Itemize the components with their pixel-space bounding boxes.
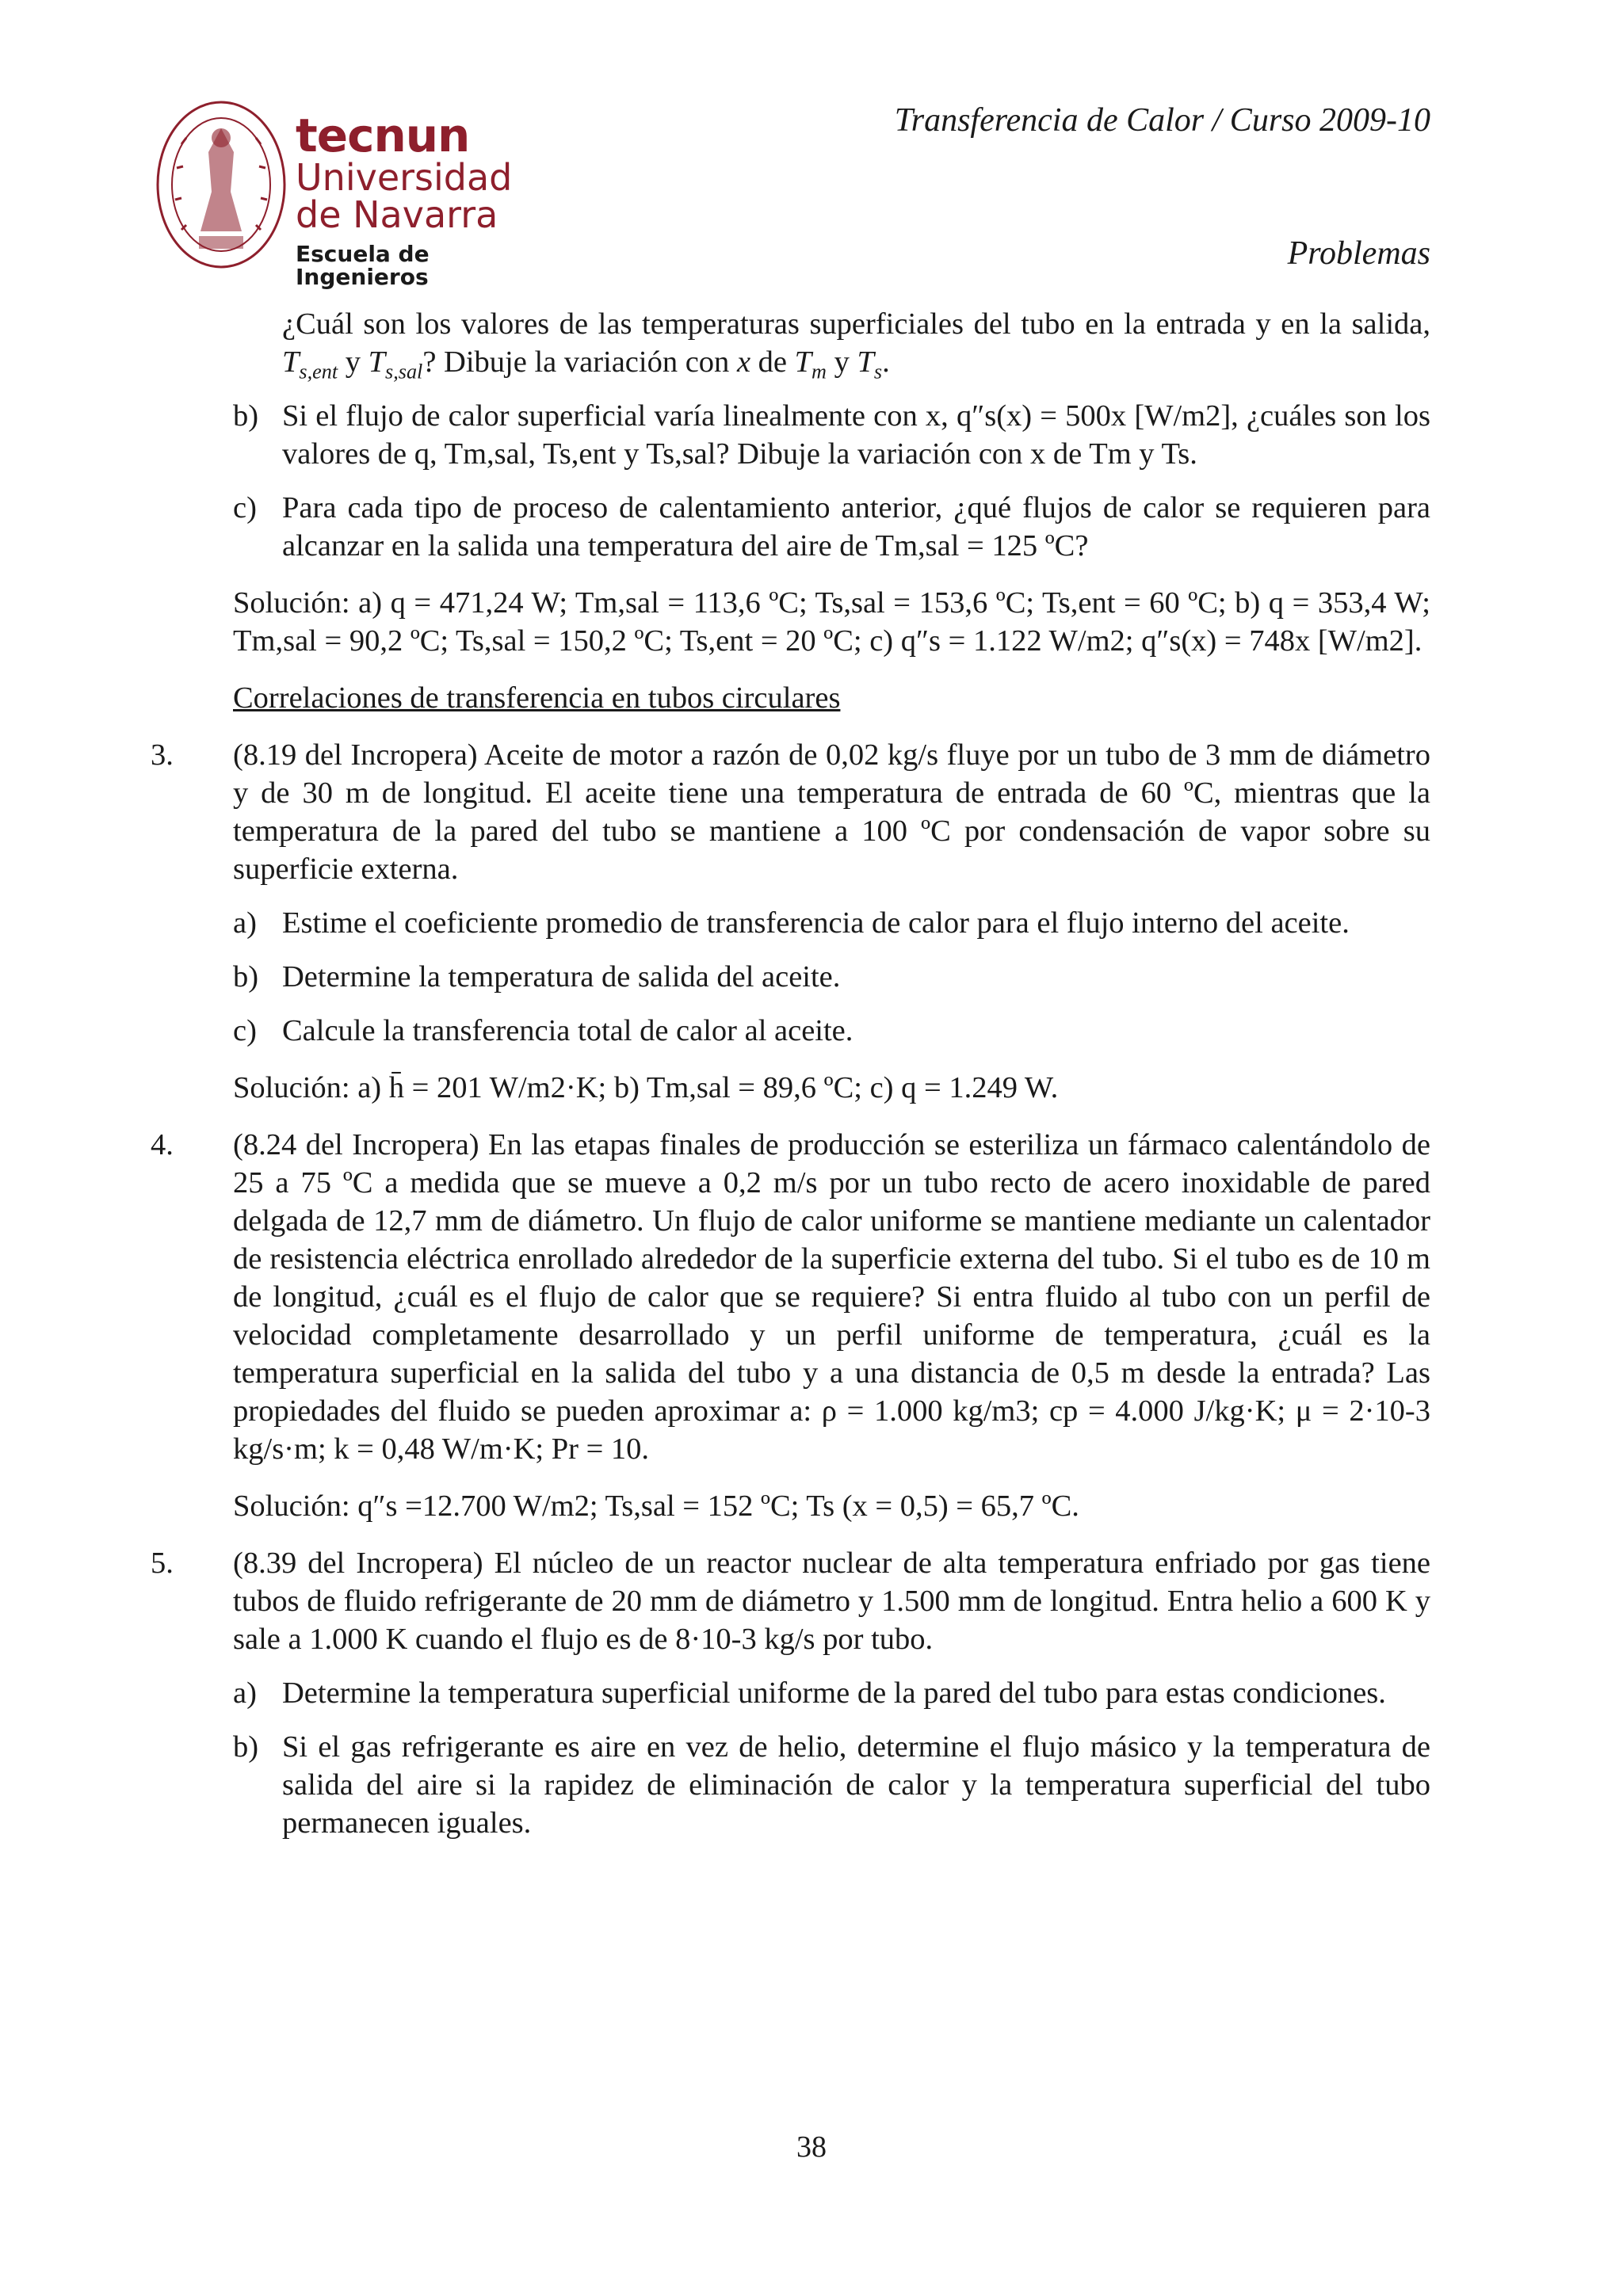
prev-problem-item-b <box>151 397 1430 473</box>
item-label: a) <box>233 906 257 940</box>
problem-3-item-c <box>151 1012 1430 1050</box>
item-text: Si el flujo de calor superficial varía linealmente con x, q″s(x) = 500x [W/m2], ¿cuáles son los valores de q, Tm,sal, Ts,ent y Ts,sal? Dibuje la variación con x de Tm y Ts. <box>282 399 1430 471</box>
item-label: b) <box>233 960 259 994</box>
item-label: c) <box>233 1014 257 1047</box>
problem-statement: (8.24 del Incropera) En las etapas finales de producción se esteriliza un fármaco calentándolo de 25 a 75 ºC a medida que se mueve a 0,2 m/s por un tubo recto de acero inoxidable de pared delgada de 12,7 mm de diámetro. Un flujo de calor uniforme se mantiene mediante un calentador de resistencia eléctrica enrollado alrededor de la superficie externa del tubo. Si el tubo es de 10 m de longitud, ¿cuál es el flujo de calor que se requiere? Si entra fluido al tubo con un perfil de velocidad completamente desarrollado y un perfil uniforme de temperatura, ¿cuál es la temperatura superficial en la salida del tubo y a una distancia de 0,5 m desde la entrada? Las propiedades del fluido se pueden aproximar a: ρ = 1.000 kg/m3; cp = 4.000 J/kg·K; μ = 2·10-3 kg/s·m; k = 0,48 W/m·K; Pr = 10. <box>233 1128 1430 1466</box>
item-label: a) <box>233 1676 257 1710</box>
problem-5-item-b <box>151 1728 1430 1842</box>
logo-text <box>296 109 535 290</box>
logo-universidad: Universidad <box>296 156 513 200</box>
problem-3 <box>151 736 1430 888</box>
item-text: Estime el coeficiente promedio de transferencia de calor para el flujo interno del aceite. <box>282 906 1350 940</box>
problem-5-item-a <box>151 1674 1430 1712</box>
document-body <box>151 305 1430 1842</box>
item-text: Determine la temperatura superficial uniforme de la pared del tubo para estas condiciones. <box>282 1676 1386 1710</box>
section-heading: Correlaciones de transferencia en tubos circulares <box>233 681 841 715</box>
item-text: Para cada tipo de proceso de calentamiento anterior, ¿qué flujos de calor se requieren para alcanzar en la salida una temperatura del aire de Tm,sal = 125 ºC? <box>282 491 1430 563</box>
item-label: b) <box>233 399 259 433</box>
problem-number: 5. <box>151 1547 174 1580</box>
university-logo <box>155 97 535 290</box>
logo-tecnun: tecnun <box>296 109 470 162</box>
course-title: Transferencia de Calor / Curso 2009-10 <box>894 102 1430 139</box>
prev-problem-a-continuation: ¿Cuál son los valores de las temperaturas superficiales del tubo en la entrada y en la salida, $T_{s,ent}$ y $T_{s,sal}$? Dibuje la variación con x de $T_m$ y $T_s$. <box>282 307 1430 383</box>
section-title: Problemas <box>1287 235 1430 272</box>
university-seal-icon <box>155 97 288 273</box>
problem-5 <box>151 1544 1430 1658</box>
page-number: 38 <box>796 2130 827 2164</box>
item-label: c) <box>233 491 257 524</box>
problem-3-solution: Solución: a) h̄ = 201 W/m2·K; b) Tm,sal = 89,6 ºC; c) q = 1.249 W. <box>233 1071 1059 1104</box>
item-text: Si el gas refrigerante es aire en vez de helio, determine el flujo másico y la temperatura de salida del aire si la rapidez de eliminación de calor y la temperatura superficial del tubo permanecen iguales. <box>282 1730 1430 1840</box>
problem-3-item-b <box>151 958 1430 996</box>
logo-school: Escuela de Ingenieros <box>296 240 430 290</box>
prev-problem-item-c <box>151 489 1430 565</box>
problem-3-item-a <box>151 904 1430 942</box>
problem-statement: (8.39 del Incropera) El núcleo de un reactor nuclear de alta temperatura enfriado por gas tiene tubos de fluido refrigerante de 20 mm de diámetro y 1.500 mm de longitud. Entra helio a 600 K y sale a 1.000 K cuando el flujo es de 8·10-3 kg/s por tubo. <box>233 1547 1430 1656</box>
problem-number: 3. <box>151 738 174 772</box>
problem-number: 4. <box>151 1128 174 1161</box>
problem-4 <box>151 1126 1430 1468</box>
item-text: Calcule la transferencia total de calor al aceite. <box>282 1014 854 1047</box>
prev-problem-solution: Solución: a) q = 471,24 W; Tm,sal = 113,6 ºC; Ts,sal = 153,6 ºC; Ts,ent = 60 ºC; b) q = 353,4 W; Tm,sal = 90,2 ºC; Ts,sal = 150,2 ºC; Ts,ent = 20 ºC; c) q″s = 1.122 W/m2; q″s(x) = 748x [W/m2]. <box>233 586 1430 658</box>
item-text: Determine la temperatura de salida del aceite. <box>282 960 841 994</box>
logo-de-navarra: de Navarra <box>296 193 498 237</box>
item-label: b) <box>233 1730 259 1764</box>
problem-4-solution: Solución: q″s =12.700 W/m2; Ts,sal = 152 ºC; Ts (x = 0,5) = 65,7 ºC. <box>233 1489 1079 1523</box>
problem-statement: (8.19 del Incropera) Aceite de motor a razón de 0,02 kg/s fluye por un tubo de 3 mm de diámetro y de 30 m de longitud. El aceite tiene una temperatura de entrada de 60 ºC, mientras que la temperatura de la pared del tubo se mantiene a 100 ºC por condensación de vapor sobre su superficie externa. <box>233 738 1430 886</box>
